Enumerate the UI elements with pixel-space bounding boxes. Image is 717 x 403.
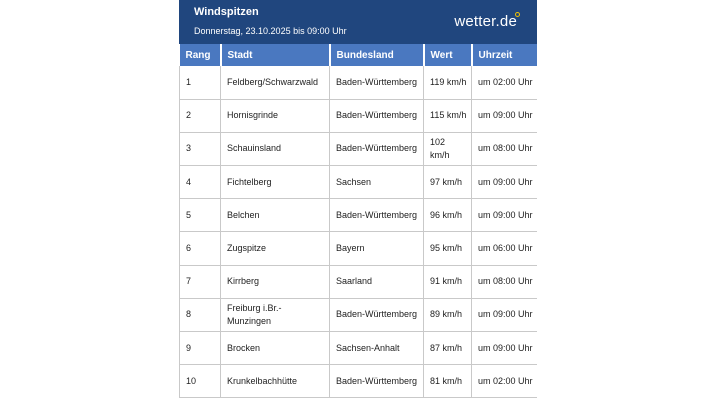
state-cell: Bayern <box>330 232 424 265</box>
table-row <box>180 166 538 199</box>
rank-cell: 1 <box>180 66 221 99</box>
time-cell: um 09:00 Uhr <box>472 166 538 199</box>
value-cell: 91 km/h <box>424 265 472 298</box>
table-row <box>180 66 538 99</box>
wind-peaks-table <box>179 44 537 398</box>
state-cell: Saarland <box>330 265 424 298</box>
city-cell: Freiburg i.Br.-Munzingen <box>221 298 330 331</box>
rank-cell: 6 <box>180 232 221 265</box>
value-cell: 89 km/h <box>424 298 472 331</box>
time-cell: um 09:00 Uhr <box>472 332 538 365</box>
card-header <box>179 0 537 44</box>
brand-dot-icon <box>515 12 520 17</box>
time-cell: um 09:00 Uhr <box>472 199 538 232</box>
value-cell: 97 km/h <box>424 166 472 199</box>
time-cell: um 08:00 Uhr <box>472 265 538 298</box>
state-cell: Baden-Württemberg <box>330 298 424 331</box>
time-cell: um 06:00 Uhr <box>472 232 538 265</box>
value-cell: 115 km/h <box>424 99 472 132</box>
time-cell: um 08:00 Uhr <box>472 132 538 165</box>
column-header-value: Wert <box>424 44 472 66</box>
value-cell: 119 km/h <box>424 66 472 99</box>
value-cell: 96 km/h <box>424 199 472 232</box>
table-row <box>180 332 538 365</box>
state-cell: Baden-Württemberg <box>330 365 424 398</box>
time-cell: um 02:00 Uhr <box>472 66 538 99</box>
city-cell: Hornisgrinde <box>221 99 330 132</box>
table-row <box>180 365 538 398</box>
state-cell: Baden-Württemberg <box>330 66 424 99</box>
column-header-rank: Rang <box>180 44 221 66</box>
table-header-row <box>180 44 538 66</box>
state-cell: Sachsen-Anhalt <box>330 332 424 365</box>
column-header-city: Stadt <box>221 44 330 66</box>
city-cell: Schauinsland <box>221 132 330 165</box>
rank-cell: 5 <box>180 199 221 232</box>
rank-cell: 3 <box>180 132 221 165</box>
card-subtitle: Donnerstag, 23.10.2025 bis 09:00 Uhr <box>194 26 347 36</box>
time-cell: um 02:00 Uhr <box>472 365 538 398</box>
card-title: Windspitzen <box>194 6 259 18</box>
table-row <box>180 132 538 165</box>
city-cell: Fichtelberg <box>221 166 330 199</box>
value-cell: 87 km/h <box>424 332 472 365</box>
value-cell: 102 km/h <box>424 132 472 165</box>
value-cell: 95 km/h <box>424 232 472 265</box>
time-cell: um 09:00 Uhr <box>472 298 538 331</box>
rank-cell: 9 <box>180 332 221 365</box>
value-cell: 81 km/h <box>424 365 472 398</box>
city-cell: Kirrberg <box>221 265 330 298</box>
rank-cell: 2 <box>180 99 221 132</box>
table-row <box>180 232 538 265</box>
time-cell: um 09:00 Uhr <box>472 99 538 132</box>
table-row <box>180 99 538 132</box>
table-row <box>180 199 538 232</box>
rank-cell: 10 <box>180 365 221 398</box>
city-cell: Krunkelbachhütte <box>221 365 330 398</box>
state-cell: Baden-Württemberg <box>330 99 424 132</box>
state-cell: Baden-Württemberg <box>330 132 424 165</box>
table-row <box>180 298 538 331</box>
column-header-state: Bundesland <box>330 44 424 66</box>
rank-cell: 4 <box>180 166 221 199</box>
brand-logo[interactable]: wetter.de <box>454 13 517 30</box>
state-cell: Baden-Württemberg <box>330 199 424 232</box>
wind-peaks-card <box>179 0 537 403</box>
rank-cell: 7 <box>180 265 221 298</box>
rank-cell: 8 <box>180 298 221 331</box>
column-header-time: Uhrzeit <box>472 44 538 66</box>
city-cell: Zugspitze <box>221 232 330 265</box>
city-cell: Belchen <box>221 199 330 232</box>
city-cell: Brocken <box>221 332 330 365</box>
state-cell: Sachsen <box>330 166 424 199</box>
table-row <box>180 265 538 298</box>
city-cell: Feldberg/Schwarzwald <box>221 66 330 99</box>
